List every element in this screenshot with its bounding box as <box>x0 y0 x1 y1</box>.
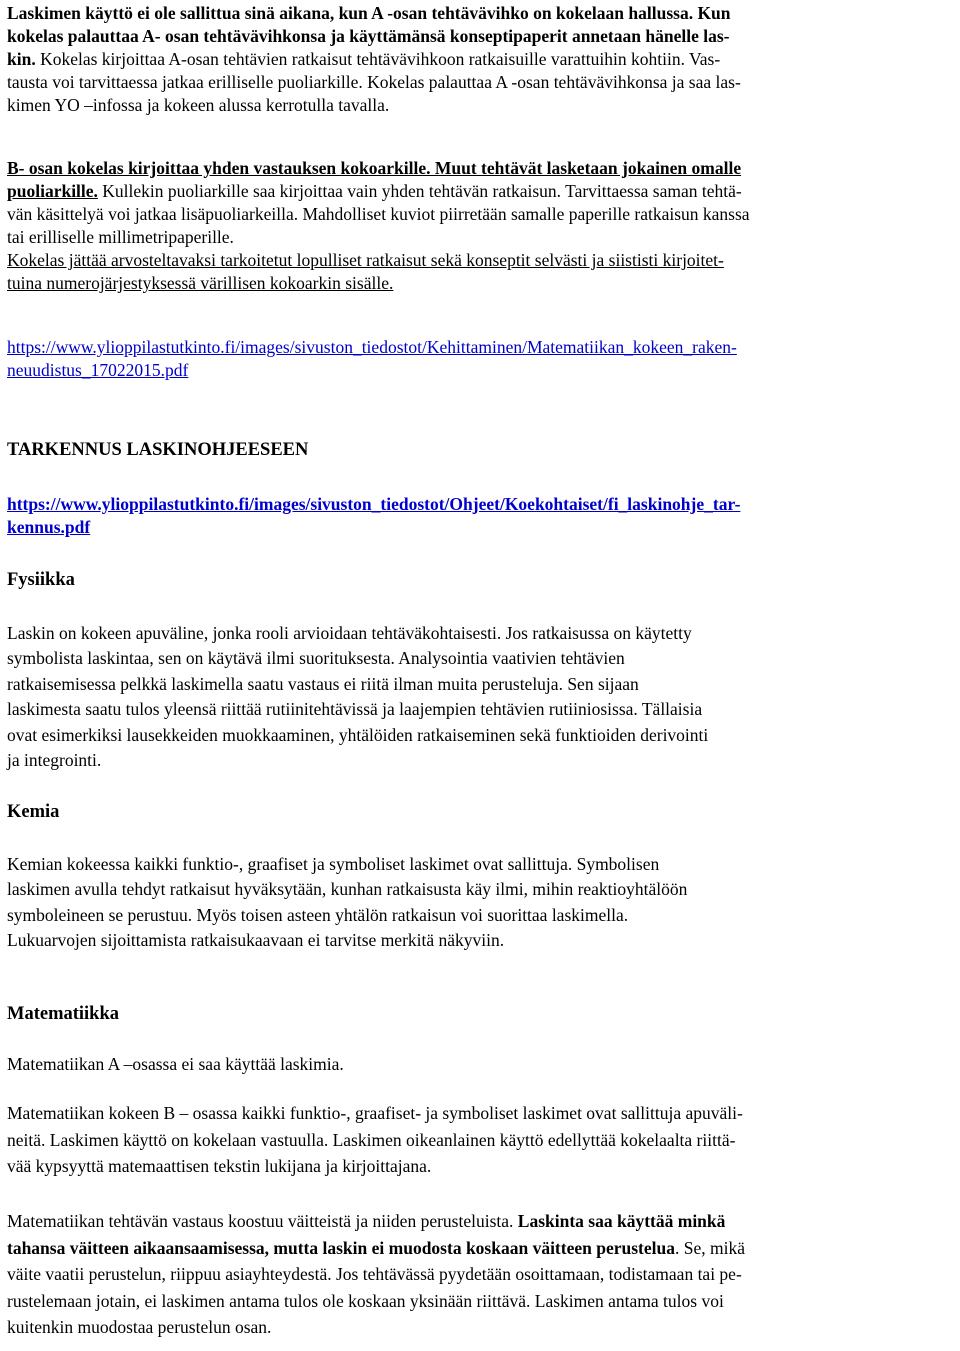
math-para-3-line-5: kuitenkin muodostaa perustelun osan. <box>7 1317 272 1337</box>
chemistry-line: Lukuarvojen sijoittamista ratkaisukaavaan ei tarvitse merkitä näkyviin. <box>7 930 505 951</box>
math-para-3-line-2 <box>7 1235 953 1262</box>
chemistry-line: symboleineen se perustuu. Myös toisen asteen yhtälön ratkaisun voi suorittaa laskimella. <box>7 904 629 925</box>
math-para-3-line-1-bold: Laskinta saa käyttää minkä <box>517 1211 726 1231</box>
intro-line-4: tausta voi tarvittaessa jatkaa erilliselle puoliarkille. Kokelas palauttaa A -osan tehtävävihkonsa ja saa las- <box>7 72 741 92</box>
math-para-2-line: Matematiikan kokeen B – osassa kaikki funktio-, graafiset- ja symboliset laskimet ovat sallittuja apuväli- <box>7 1103 743 1123</box>
math-para-2-line: vää kypsyyttä matemaattisen tekstin lukijana ja kirjoittajana. <box>7 1156 432 1176</box>
intro-line-1: Laskimen käyttö ei ole sallittua sinä aikana, kun A -osan tehtävävihko on kokelaan hallussa. Kun <box>7 3 731 23</box>
intro-line-2: kokelas palauttaa A- osan tehtävävihkonsa ja käyttämänsä konseptipaperit annetaan hänelle las- <box>7 26 730 46</box>
clarification-link[interactable] <box>7 493 953 539</box>
math-para-3-line-4: rustelemaan jotain, ei laskimen antama tulos ole koskaan yksinään riittävä. Laskimen antama tulos voi <box>7 1290 724 1311</box>
physics-heading: Fysiikka <box>7 570 75 590</box>
part-b-line-1: B- osan kokelas kirjoittaa yhden vastauksen kokoarkille. Muut tehtävät lasketaan jokainen omalle <box>7 158 742 178</box>
intro-line-3-rest: Kokelas kirjoittaa A-osan tehtävien ratkaisut tehtävävihkoon ratkaisuille varattuihin kohtiin. Vas- <box>35 49 721 69</box>
chemistry-heading: Kemia <box>7 802 60 822</box>
chemistry-line: Kemian kokeessa kaikki funktio-, graafiset ja symboliset laskimet ovat sallittuja. Symbolisen <box>7 854 660 874</box>
physics-line: laskimesta saatu tulos yleensä riittää rutiinitehtävissä ja laajempien tehtävien rutiiniosissa. Tällaisia <box>7 699 703 720</box>
math-para-1: Matematiikan A –osassa ei saa käyttää laskimia. <box>7 1054 344 1074</box>
math-para-3-line-1 <box>7 1208 953 1235</box>
math-para-3-line-1-plain: Matematiikan tehtävän vastaus koostuu väitteistä ja niiden perusteluista. <box>7 1211 518 1231</box>
exam-reform-link-line-2[interactable]: neuudistus_17022015.pdf <box>7 360 189 380</box>
physics-line: ovat esimerkiksi lausekkeiden muokkaaminen, yhtälöiden ratkaiseminen sekä funktioiden derivointi <box>7 724 709 745</box>
physics-line: ja integrointi. <box>7 750 102 771</box>
part-b-line-4: tai erilliselle millimetripaperille. <box>7 227 234 247</box>
exam-reform-link-line-1[interactable]: https://www.ylioppilastutkinto.fi/images/sivuston_tiedostot/Kehittaminen/Matematiikan_kokeen_raken- <box>7 337 737 357</box>
intro-line-3 <box>7 48 953 71</box>
clarification-link-line-1[interactable]: https://www.ylioppilastutkinto.fi/images/sivuston_tiedostot/Ohjeet/Koekohtaiset/fi_laskinohje_tar- <box>7 494 741 514</box>
part-b-paragraph <box>7 157 953 295</box>
math-para-3 <box>7 1208 953 1341</box>
math-para-3-line-2-bold: tahansa väitteen aikaansaamisessa, mutta laskin ei muodosta koskaan väitteen perustelua <box>7 1237 675 1258</box>
math-heading: Matematiikka <box>7 1004 120 1024</box>
intro-line-5: kimen YO –infossa ja kokeen alussa kerrotulla tavalla. <box>7 95 390 115</box>
part-b-line-5: Kokelas jättää arvosteltavaksi tarkoitetut lopulliset ratkaisut sekä konseptit selvästi ja siististi kirjoitet- <box>7 250 724 270</box>
part-b-line-2-rest: Kullekin puoliarkille saa kirjoittaa vain yhden tehtävän ratkaisun. Tarvittaessa saman tehtä- <box>97 181 742 201</box>
math-para-2-line: neitä. Laskimen käyttö on kokelaan vastuulla. Laskimen oikeanlainen käyttö edellyttää kokelaalta riittä- <box>7 1129 736 1150</box>
chemistry-line: laskimen avulla tehdyt ratkaisut hyväksytään, kunhan ratkaisusta käy ilmi, mihin reaktioyhtälöön <box>7 879 688 900</box>
clarification-heading: TARKENNUS LASKINOHJEESEEN <box>7 440 309 460</box>
math-para-2 <box>7 1100 953 1180</box>
part-b-line-3: vän käsittelyä voi jatkaa lisäpuoliarkeilla. Mahdolliset kuviot piirretään samalle paperille ratkaisun kanssa <box>7 204 750 224</box>
part-b-line-2-underlined: puoliarkille. <box>7 181 98 201</box>
physics-line: ratkaisemisessa pelkkä laskimella saatu vastaus ei riitä ilman muita perusteluja. Sen sijaan <box>7 673 639 694</box>
physics-line: Laskin on kokeen apuväline, jonka rooli arvioidaan tehtäväkohtaisesti. Jos ratkaisussa on käytetty <box>7 623 692 643</box>
part-b-line-2 <box>7 180 953 203</box>
math-para-3-line-2-rest: . Se, mikä <box>674 1237 745 1258</box>
clarification-link-line-2[interactable]: kennus.pdf <box>7 517 91 537</box>
chemistry-paragraph <box>7 852 953 954</box>
intro-paragraph <box>7 2 953 117</box>
intro-line-3-bold: kin. <box>7 49 36 69</box>
physics-line: symbolista laskintaa, sen on käytävä ilmi suorituksesta. Analysointia vaativien tehtävien <box>7 648 625 669</box>
part-b-line-6: tuina numerojärjestyksessä värillisen kokoarkin sisälle. <box>7 273 394 293</box>
physics-paragraph <box>7 621 953 773</box>
math-para-3-line-3: väite vaatii perustelun, riippuu asiayhteydestä. Jos tehtävässä pyydetään osoittamaan, todistamaan tai pe- <box>7 1264 742 1284</box>
exam-reform-link[interactable] <box>7 336 953 382</box>
